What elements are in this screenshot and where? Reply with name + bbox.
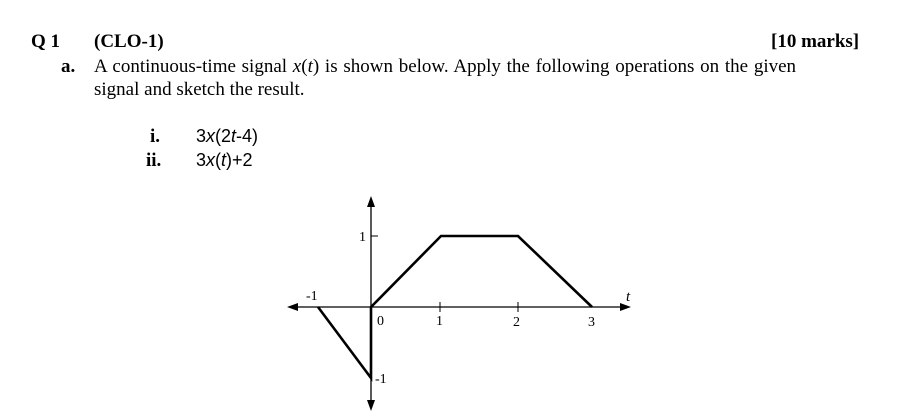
question-number: Q 1: [31, 31, 61, 52]
x-axis-left-arrow: [287, 303, 298, 311]
x-axis-label: t: [626, 289, 631, 305]
part-a-line-2: signal and sketch the result.: [94, 79, 305, 100]
y-axis-up-arrow: [367, 196, 375, 207]
x-tick-label-2: 2: [513, 315, 520, 330]
y-axis-down-arrow: [367, 400, 375, 411]
operation-2-expression: 3x(t)+2: [196, 150, 253, 170]
y-tick-label-neg-1: -1: [375, 372, 387, 387]
x-tick-label-1: 1: [436, 314, 443, 329]
x-tick-label-neg-1: -1: [306, 289, 318, 304]
operation-1-number: i.: [150, 126, 161, 147]
x-tick-label-0: 0: [377, 314, 384, 329]
operation-2-number: ii.: [146, 150, 162, 171]
part-a-line-1: A continuous-time signal x(t) is shown below. Apply the following operations on the given: [94, 56, 797, 77]
y-tick-label-1: 1: [359, 230, 366, 245]
part-a-label: a.: [61, 56, 76, 77]
operation-1-expression: 3x(2t-4): [196, 126, 259, 146]
marks-label: [10 marks]: [771, 31, 860, 52]
clo-label: (CLO-1): [94, 31, 164, 52]
x-tick-label-3: 3: [588, 315, 595, 330]
